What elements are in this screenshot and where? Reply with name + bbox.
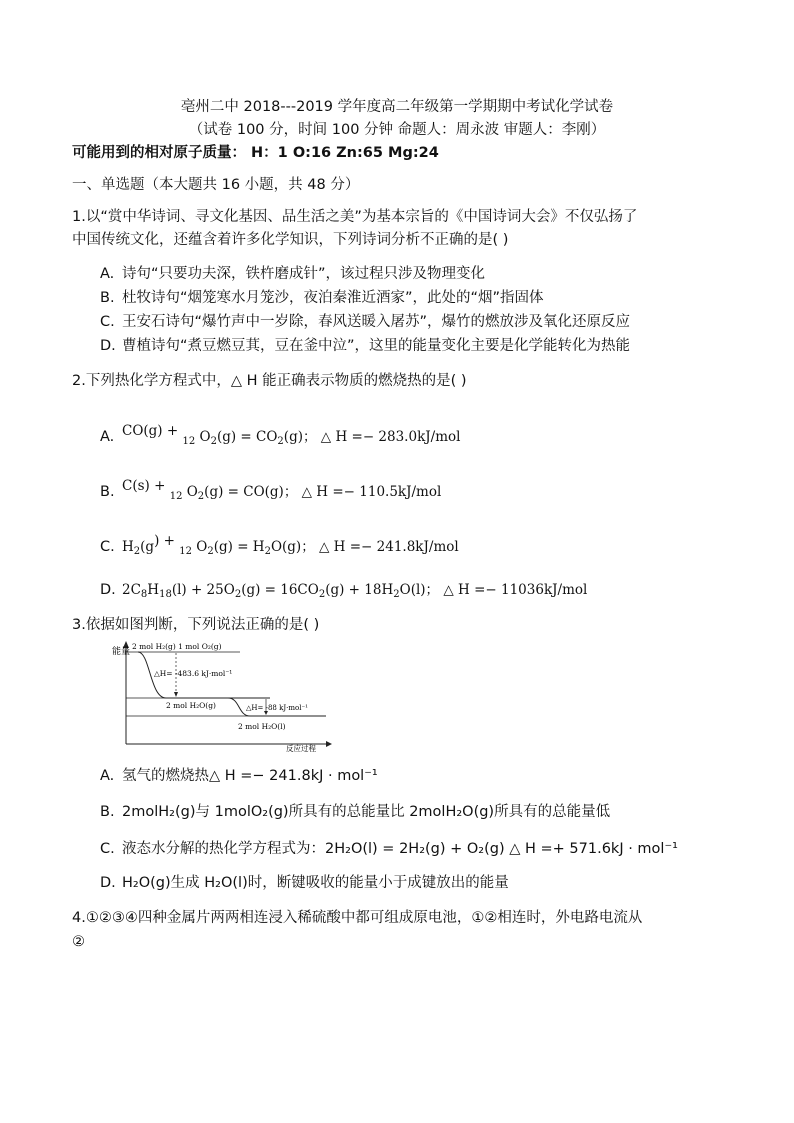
q2-option-a	[100, 423, 461, 452]
q2-d-equation: $2C_8H_{18}(l) + 25O_2(g) = 16CO_2(g) + 18H_2O(l)$； △ H =− 11036kJ/mol	[122, 582, 588, 600]
option-label: A.	[100, 266, 115, 282]
section-heading: 一、单选题（本大题共 16 小题，共 48 分）	[72, 177, 360, 193]
q2-a-dh: △ H =− 283.0kJ/mol	[320, 429, 461, 445]
option-label: D.	[100, 338, 116, 354]
exam-title: 亳州二中 2018---2019 学年度高二年级第一学期期中考试化学试卷	[180, 99, 614, 115]
dh2-label: △H= -88 kJ·mol⁻¹	[246, 704, 308, 712]
x-axis-arrow	[326, 741, 332, 747]
q2-option-b	[100, 478, 442, 507]
q2-option-d	[100, 580, 587, 605]
option-text: 氢气的燃烧热△ H =− 241.8kJ · mol⁻¹	[122, 768, 378, 784]
q2-a-equation: CO(g) + $_{12}$ $O_2(g) = CO_2(g)$； △ H =− 283.0kJ/mol	[122, 423, 461, 447]
option-label: B.	[100, 484, 115, 500]
option-text: 2molH₂(g)与 1molO₂(g)所具有的总能量比 2molH₂O(g)所具有的总能量低	[122, 804, 611, 820]
q2-c-dh: △ H =− 241.8kJ/mol	[319, 539, 459, 555]
q3-option-d	[100, 873, 509, 893]
option-text: H₂O(g)生成 H₂O(l)时，断键吸收的能量小于成键放出的能量	[122, 875, 509, 891]
option-text: 杜牧诗句“烟笼寒水月笼沙，夜泊秦淮近酒家”，此处的“烟”指固体	[122, 290, 544, 306]
option-text: 液态水分解的热化学方程式为：2H₂O(l) = 2H₂(g) + O₂(g) △ H =+ 571.6kJ · mol⁻¹	[122, 841, 678, 857]
option-text: 曹植诗句“煮豆燃豆萁，豆在釜中泣”，这里的能量变化主要是化学能转化为热能	[122, 338, 631, 354]
q3-option-b	[100, 802, 610, 822]
q2-option-c	[100, 533, 459, 562]
option-label: B.	[100, 804, 115, 820]
energy-diagram	[108, 638, 333, 752]
q1-option-d	[100, 336, 630, 356]
option-label: D.	[100, 875, 116, 891]
reactant-label: 2 mol H₂(g) 1 mol O₂(g)	[132, 642, 222, 651]
q1-stem-line1: 1.以“赏中华诗词、寻文化基因、品生活之美”为基本宗旨的《中国诗词大会》不仅弘扬了	[72, 209, 638, 225]
option-label: C.	[100, 841, 115, 857]
q1-stem-line2: 中国传统文化，还蕴含着许多化学知识，下列诗词分析不正确的是( )	[72, 232, 509, 248]
q2-b-equation: C(s) + $_{12}$ $O_2(g) = CO(g)$； △ H =− 110.5kJ/mol	[122, 478, 442, 502]
h2o-gas-label: 2 mol H₂O(g)	[166, 701, 216, 710]
q3-stem: 3.依据如图判断，下列说法正确的是( )	[72, 617, 320, 633]
option-label: A.	[100, 768, 115, 784]
q3-option-c	[100, 839, 678, 859]
option-label: B.	[100, 290, 115, 306]
q4-stem-line1: 4.①②③④四种金属片两两相连浸入稀硫酸中都可组成原电池，①②相连时，外电路电流从	[72, 910, 643, 926]
option-label: C.	[100, 314, 115, 330]
dh1-arrowhead	[174, 692, 178, 697]
h2o-liquid-label: 2 mol H₂O(l)	[238, 722, 286, 731]
q2-b-dh: △ H =− 110.5kJ/mol	[301, 484, 442, 500]
dh1-label: △H= -483.6 kJ·mol⁻¹	[154, 669, 233, 678]
option-label: D.	[100, 582, 116, 598]
x-axis-label: 反应过程	[286, 744, 316, 752]
option-text: 王安石诗句“爆竹声中一岁除，春风送暖入屠苏”，爆竹的燃放涉及氧化还原反应	[122, 314, 631, 330]
q1-option-b	[100, 288, 544, 308]
q1-option-a	[100, 264, 485, 284]
q2-stem: 2.下列热化学方程式中，△ H 能正确表示物质的燃烧热的是( )	[72, 373, 467, 389]
q1-option-c	[100, 312, 630, 332]
option-label: C.	[100, 539, 115, 555]
q2-c-equation: $H_2(g) + _{12}$ $O_2(g) = H_2O(g)$； △ H =− 241.8kJ/mol	[122, 533, 459, 557]
y-axis-label: 能量	[112, 647, 131, 657]
option-label: A.	[100, 429, 115, 445]
atomic-mass-line: 可能用到的相对原子质量： H：1 O:16 Zn:65 Mg:24	[72, 145, 439, 161]
q3-option-a	[100, 766, 378, 786]
exam-subtitle: （试卷 100 分，时间 100 分钟 命题人：周永波 审题人：李刚）	[188, 122, 606, 138]
q2-d-dh: △ H =− 11036kJ/mol	[443, 582, 588, 598]
option-text: 诗句“只要功夫深，铁杵磨成针”，该过程只涉及物理变化	[122, 266, 486, 282]
q4-stem-line2: ②	[72, 934, 85, 950]
